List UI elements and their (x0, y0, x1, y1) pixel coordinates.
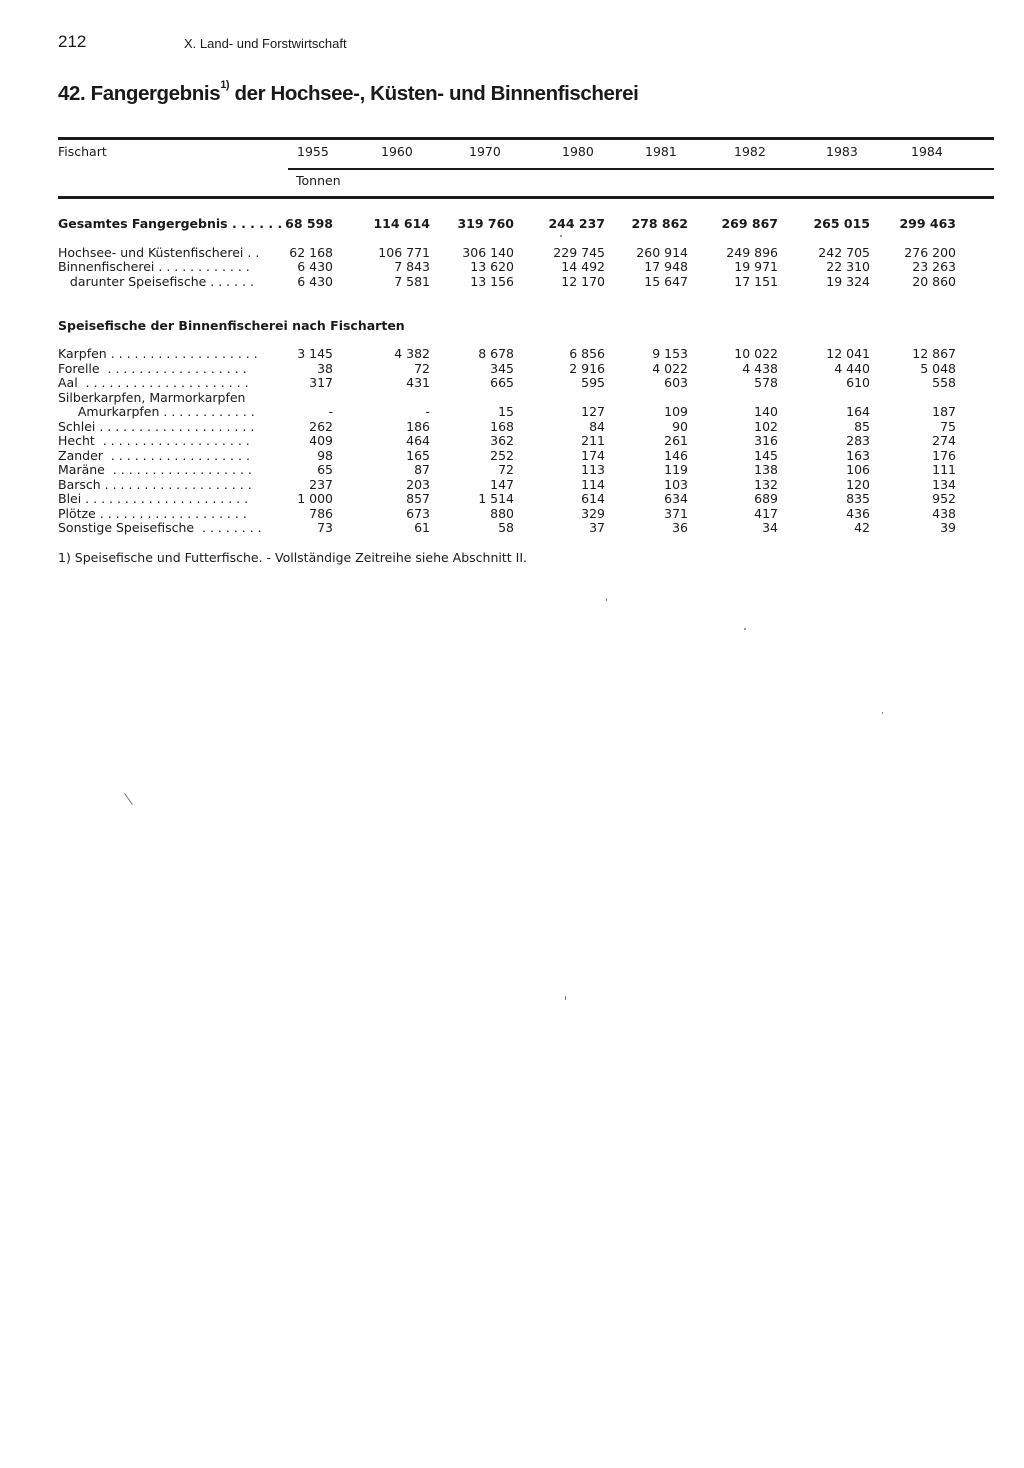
cell: 614 (581, 491, 605, 506)
cell: 164 (846, 404, 870, 419)
cell: - (328, 404, 333, 419)
cell: 952 (932, 491, 956, 506)
cell: 132 (754, 477, 778, 492)
cell: 145 (754, 448, 778, 463)
cell: 61 (414, 520, 430, 535)
cell: 634 (664, 491, 688, 506)
cell: 103 (664, 477, 688, 492)
scan-speck (882, 712, 883, 714)
cell: 274 (932, 433, 956, 448)
cell: 880 (490, 506, 514, 521)
table-row (58, 506, 998, 521)
cell: 165 (406, 448, 430, 463)
cell: 464 (406, 433, 430, 448)
cell: 329 (581, 506, 605, 521)
header-bottom-rule (58, 196, 994, 199)
cell: 127 (581, 404, 605, 419)
cell: 436 (846, 506, 870, 521)
cell: 203 (406, 477, 430, 492)
cell: 857 (406, 491, 430, 506)
row-label: Hochsee- und Küstenfischerei . . (58, 245, 260, 260)
cell: 72 (414, 361, 430, 376)
cell: 7 843 (394, 259, 430, 274)
year-header-1982: 1982 (734, 144, 766, 159)
cell: 75 (940, 419, 956, 434)
cell: 22 310 (826, 259, 870, 274)
cell: 262 (309, 419, 333, 434)
year-header-1983: 1983 (826, 144, 858, 159)
cell: 409 (309, 433, 333, 448)
cell: 119 (664, 462, 688, 477)
cell: 38 (317, 361, 333, 376)
row-label: Schlei . . . . . . . . . . . . . . . . . . . . (58, 419, 255, 434)
cell: 8 678 (478, 346, 514, 361)
cell: 229 745 (553, 245, 605, 260)
table-row (58, 274, 998, 289)
cell: 19 971 (734, 259, 778, 274)
cell: 252 (490, 448, 514, 463)
cell: 237 (309, 477, 333, 492)
table-row (58, 520, 998, 535)
row-label: Aal . . . . . . . . . . . . . . . . . . . . . (58, 375, 249, 390)
page-number: 212 (58, 32, 87, 51)
cell: 1 000 (297, 491, 333, 506)
cell: 665 (490, 375, 514, 390)
table-title-rest: der Hochsee-, Küsten- und Binnenfischerei (229, 82, 639, 105)
cell: 673 (406, 506, 430, 521)
cell: 114 (581, 477, 605, 492)
cell: 558 (932, 375, 956, 390)
cell: 278 862 (631, 216, 688, 231)
cell: 283 (846, 433, 870, 448)
cell: 114 614 (373, 216, 430, 231)
page-header (58, 32, 998, 56)
cell: 73 (317, 520, 333, 535)
section-title: X. Land- und Forstwirtschaft (184, 36, 347, 51)
cell: - (425, 404, 430, 419)
row-label: Gesamtes Fangergebnis . . . . . . (58, 216, 283, 231)
footnote: 1) Speisefische und Futterfische. - Vollständige Zeitreihe siehe Abschnitt II. (58, 550, 527, 565)
cell: 5 048 (920, 361, 956, 376)
table-row (58, 346, 998, 361)
table-row (58, 477, 998, 492)
cell: 689 (754, 491, 778, 506)
unit-top-rule (288, 168, 994, 170)
row-label: Plötze . . . . . . . . . . . . . . . . . . . (58, 506, 247, 521)
stub-header: Fischart (58, 144, 107, 159)
cell: 106 (846, 462, 870, 477)
cell: 835 (846, 491, 870, 506)
cell: 58 (498, 520, 514, 535)
cell: 12 867 (912, 346, 956, 361)
cell: 140 (754, 404, 778, 419)
table-row (58, 390, 998, 405)
cell: 12 041 (826, 346, 870, 361)
cell: 102 (754, 419, 778, 434)
row-label: Sonstige Speisefische . . . . . . . . (58, 520, 262, 535)
cell: 4 022 (652, 361, 688, 376)
cell: 13 156 (470, 274, 514, 289)
cell: 36 (672, 520, 688, 535)
cell: 113 (581, 462, 605, 477)
cell: 362 (490, 433, 514, 448)
row-label: Amurkarpfen . . . . . . . . . . . . (58, 404, 255, 419)
table-row (58, 361, 998, 376)
cell: 174 (581, 448, 605, 463)
cell: 10 022 (734, 346, 778, 361)
cell: 4 382 (394, 346, 430, 361)
cell: 62 168 (289, 245, 333, 260)
cell: 417 (754, 506, 778, 521)
cell: 17 948 (644, 259, 688, 274)
row-label: Silberkarpfen, Marmorkarpfen (58, 390, 246, 405)
cell: 39 (940, 520, 956, 535)
cell: 106 771 (378, 245, 430, 260)
unit-label: Tonnen (296, 173, 341, 188)
cell: 6 430 (297, 259, 333, 274)
cell: 371 (664, 506, 688, 521)
cell: 34 (762, 520, 778, 535)
cell: 23 263 (912, 259, 956, 274)
cell: 12 170 (561, 274, 605, 289)
cell: 15 (498, 404, 514, 419)
cell: 299 463 (899, 216, 956, 231)
cell: 2 916 (569, 361, 605, 376)
scan-speck (124, 793, 133, 805)
cell: 261 (664, 433, 688, 448)
scan-speck (565, 996, 566, 1000)
row-label: Blei . . . . . . . . . . . . . . . . . . . . . (58, 491, 249, 506)
year-header-1984: 1984 (911, 144, 943, 159)
cell: 120 (846, 477, 870, 492)
cell: 7 581 (394, 274, 430, 289)
cell: 176 (932, 448, 956, 463)
cell: 37 (589, 520, 605, 535)
cell: 610 (846, 375, 870, 390)
table-row (58, 404, 998, 419)
cell: 111 (932, 462, 956, 477)
table-row (58, 375, 998, 390)
cell: 68 598 (285, 216, 333, 231)
cell: 578 (754, 375, 778, 390)
table-top-rule (58, 137, 994, 140)
cell: 6 430 (297, 274, 333, 289)
cell: 138 (754, 462, 778, 477)
cell: 72 (498, 462, 514, 477)
cell: 319 760 (457, 216, 514, 231)
cell: 306 140 (462, 245, 514, 260)
cell: 65 (317, 462, 333, 477)
table-row (58, 448, 998, 463)
table-row (58, 433, 998, 448)
cell: 269 867 (721, 216, 778, 231)
cell: 84 (589, 419, 605, 434)
year-header-1981: 1981 (645, 144, 677, 159)
cell: 147 (490, 477, 514, 492)
row-label: Zander . . . . . . . . . . . . . . . . . . (58, 448, 250, 463)
cell: 6 856 (569, 346, 605, 361)
year-header-1980: 1980 (562, 144, 594, 159)
cell: 438 (932, 506, 956, 521)
cell: 260 914 (636, 245, 688, 260)
year-header-1970: 1970 (469, 144, 501, 159)
cell: 4 438 (742, 361, 778, 376)
table-row (58, 491, 998, 506)
cell: 265 015 (813, 216, 870, 231)
cell: 186 (406, 419, 430, 434)
cell: 168 (490, 419, 514, 434)
row-label: Maräne . . . . . . . . . . . . . . . . . . (58, 462, 252, 477)
cell: 42 (854, 520, 870, 535)
table-title (58, 79, 639, 106)
cell: 786 (309, 506, 333, 521)
cell: 242 705 (818, 245, 870, 260)
row-label: Hecht . . . . . . . . . . . . . . . . . . . (58, 433, 250, 448)
row-label: darunter Speisefische . . . . . . (58, 274, 254, 289)
cell: 87 (414, 462, 430, 477)
cell: 146 (664, 448, 688, 463)
cell: 345 (490, 361, 514, 376)
cell: 276 200 (904, 245, 956, 260)
cell: 603 (664, 375, 688, 390)
cell: 163 (846, 448, 870, 463)
cell: 14 492 (561, 259, 605, 274)
row-label: Binnenfischerei . . . . . . . . . . . . (58, 259, 250, 274)
cell: 13 620 (470, 259, 514, 274)
cell: 211 (581, 433, 605, 448)
table-row (58, 419, 998, 434)
cell: 595 (581, 375, 605, 390)
footnote-marker: 1) (220, 79, 230, 91)
cell: 98 (317, 448, 333, 463)
cell: 20 860 (912, 274, 956, 289)
cell: 431 (406, 375, 430, 390)
cell: 249 896 (726, 245, 778, 260)
table-row (58, 462, 998, 477)
table-row (58, 259, 998, 274)
table-title-start: 42. Fangergebnis (58, 82, 221, 105)
scan-speck (560, 235, 562, 237)
cell: 90 (672, 419, 688, 434)
total-row (58, 216, 998, 231)
year-header-1955: 1955 (297, 144, 329, 159)
cell: 19 324 (826, 274, 870, 289)
year-header-1960: 1960 (381, 144, 413, 159)
cell: 9 153 (652, 346, 688, 361)
cell: 316 (754, 433, 778, 448)
scan-speck (606, 598, 607, 601)
row-label: Forelle . . . . . . . . . . . . . . . . . . (58, 361, 247, 376)
scan-speck (744, 628, 746, 630)
species-subheading: Speisefische der Binnenfischerei nach Fischarten (58, 318, 405, 333)
cell: 109 (664, 404, 688, 419)
cell: 85 (854, 419, 870, 434)
cell: 17 151 (734, 274, 778, 289)
cell: 3 145 (297, 346, 333, 361)
cell: 187 (932, 404, 956, 419)
cell: 244 237 (548, 216, 605, 231)
row-label: Barsch . . . . . . . . . . . . . . . . . . . (58, 477, 252, 492)
cell: 15 647 (644, 274, 688, 289)
row-label: Karpfen . . . . . . . . . . . . . . . . . . . (58, 346, 258, 361)
cell: 4 440 (834, 361, 870, 376)
table-row (58, 245, 998, 260)
cell: 134 (932, 477, 956, 492)
cell: 1 514 (478, 491, 514, 506)
cell: 317 (309, 375, 333, 390)
